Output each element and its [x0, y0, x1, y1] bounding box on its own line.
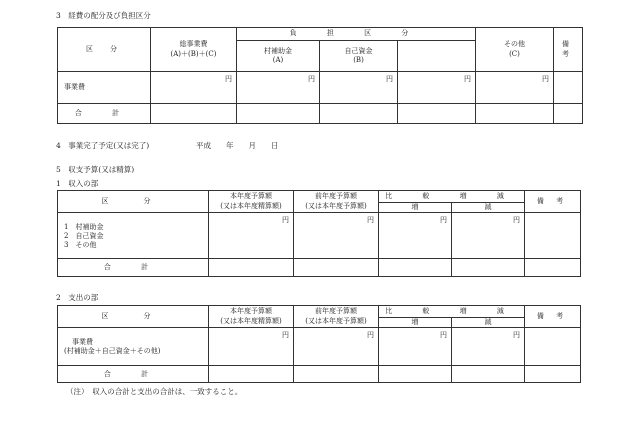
income-col-remarks: 備 考: [525, 191, 581, 213]
cell-other2-sum: [476, 104, 554, 124]
col-own-header: 自己資金 (B): [320, 41, 398, 72]
income-previous-yen: 円: [294, 213, 379, 259]
expense-table: [57, 305, 581, 383]
expense-col-compare: 比 較 増 減: [379, 306, 525, 318]
expense-heading: 2 支出の部: [56, 293, 99, 302]
expense-total-decrease: [452, 366, 525, 383]
income-remarks: [525, 213, 581, 259]
income-total-increase: [379, 259, 452, 277]
col-burden-empty: [398, 41, 476, 72]
cell-village-sum: [237, 104, 320, 124]
cell-own-sum: [320, 104, 398, 124]
expense-col-previous: 前年度予算額 (又は本年度予算額): [294, 306, 379, 328]
expense-total-increase: [379, 366, 452, 383]
col-village-header: 村補助金 (A): [237, 41, 320, 72]
income-col-current: 本年度予算額 (又は本年度精算額): [209, 191, 294, 213]
income-total-decrease: [452, 259, 525, 277]
section5-heading: 5 収支予算(又は精算): [56, 165, 135, 174]
income-item-own: 2 自己資金: [64, 232, 104, 241]
cell-total-yen: 円: [151, 72, 237, 104]
row-total-label: 合 計: [58, 104, 151, 124]
income-current-yen: 円: [209, 213, 294, 259]
expense-item: [58, 328, 209, 366]
col-other-header: その他 (C): [476, 28, 554, 72]
income-item-other: 3 その他: [64, 241, 97, 250]
expense-remarks: [525, 328, 581, 366]
income-total-current: [209, 259, 294, 277]
row-project-label: 事業費: [58, 72, 151, 104]
cell-other-yen: 円: [398, 72, 476, 104]
cell-other-sum: [398, 104, 476, 124]
expense-decrease-yen: 円: [452, 328, 525, 366]
expense-col-decrease: 減: [452, 318, 525, 328]
income-heading: 1 収入の部: [56, 179, 99, 188]
completion-date: 平成 年 月 日: [196, 141, 279, 150]
expense-col-category: 区 分: [58, 306, 209, 328]
income-decrease-yen: 円: [452, 213, 525, 259]
income-total-previous: [294, 259, 379, 277]
col-remarks-header: 備 考: [554, 28, 583, 72]
expense-total-previous: [294, 366, 379, 383]
income-col-compare: 比 較 増 減: [379, 191, 525, 203]
income-col-category: 区 分: [58, 191, 209, 213]
cell-village-yen: 円: [237, 72, 320, 104]
section3-heading: 3 経費の配分及び負担区分: [56, 11, 151, 20]
col-total-header: 総事業費 (A)＋(B)＋(C): [151, 28, 237, 72]
expense-col-current: 本年度予算額 (又は本年度精算額): [209, 306, 294, 328]
income-item-village: 1 村補助金: [64, 223, 104, 232]
section4-heading: 4 事業完了予定(又は完了): [56, 141, 150, 150]
cell-total-sum: [151, 104, 237, 124]
footnote: （注） 収入の合計と支出の合計は、一致すること。: [66, 387, 243, 396]
expense-col-remarks: 備 考: [525, 306, 581, 328]
income-col-decrease: 減: [452, 203, 525, 213]
expense-total-current: [209, 366, 294, 383]
income-total-label: 合 計: [58, 259, 209, 277]
cell-own-yen: 円: [320, 72, 398, 104]
cell-remarks-sum: [554, 104, 583, 124]
income-items: [58, 213, 209, 259]
expense-previous-yen: 円: [294, 328, 379, 366]
col-category-header: 区 分: [58, 28, 151, 72]
expense-item-detail: (村補助金＋自己資金＋その他): [64, 346, 161, 355]
income-col-increase: 増: [379, 203, 452, 213]
expense-total-remarks: [525, 366, 581, 383]
cost-allocation-table: [57, 27, 583, 124]
income-increase-yen: 円: [379, 213, 452, 259]
expense-current-yen: 円: [209, 328, 294, 366]
income-col-previous: 前年度予算額 (又は本年度予算額): [294, 191, 379, 213]
cell-other2-yen: 円: [476, 72, 554, 104]
income-total-remarks: [525, 259, 581, 277]
expense-item-label: 事業費: [72, 337, 93, 346]
expense-increase-yen: 円: [379, 328, 452, 366]
income-table: [57, 190, 581, 277]
col-burden-header: 負 担 区 分: [237, 28, 476, 41]
expense-col-increase: 増: [379, 318, 452, 328]
cell-remarks: [554, 72, 583, 104]
expense-total-label: 合 計: [58, 366, 209, 383]
